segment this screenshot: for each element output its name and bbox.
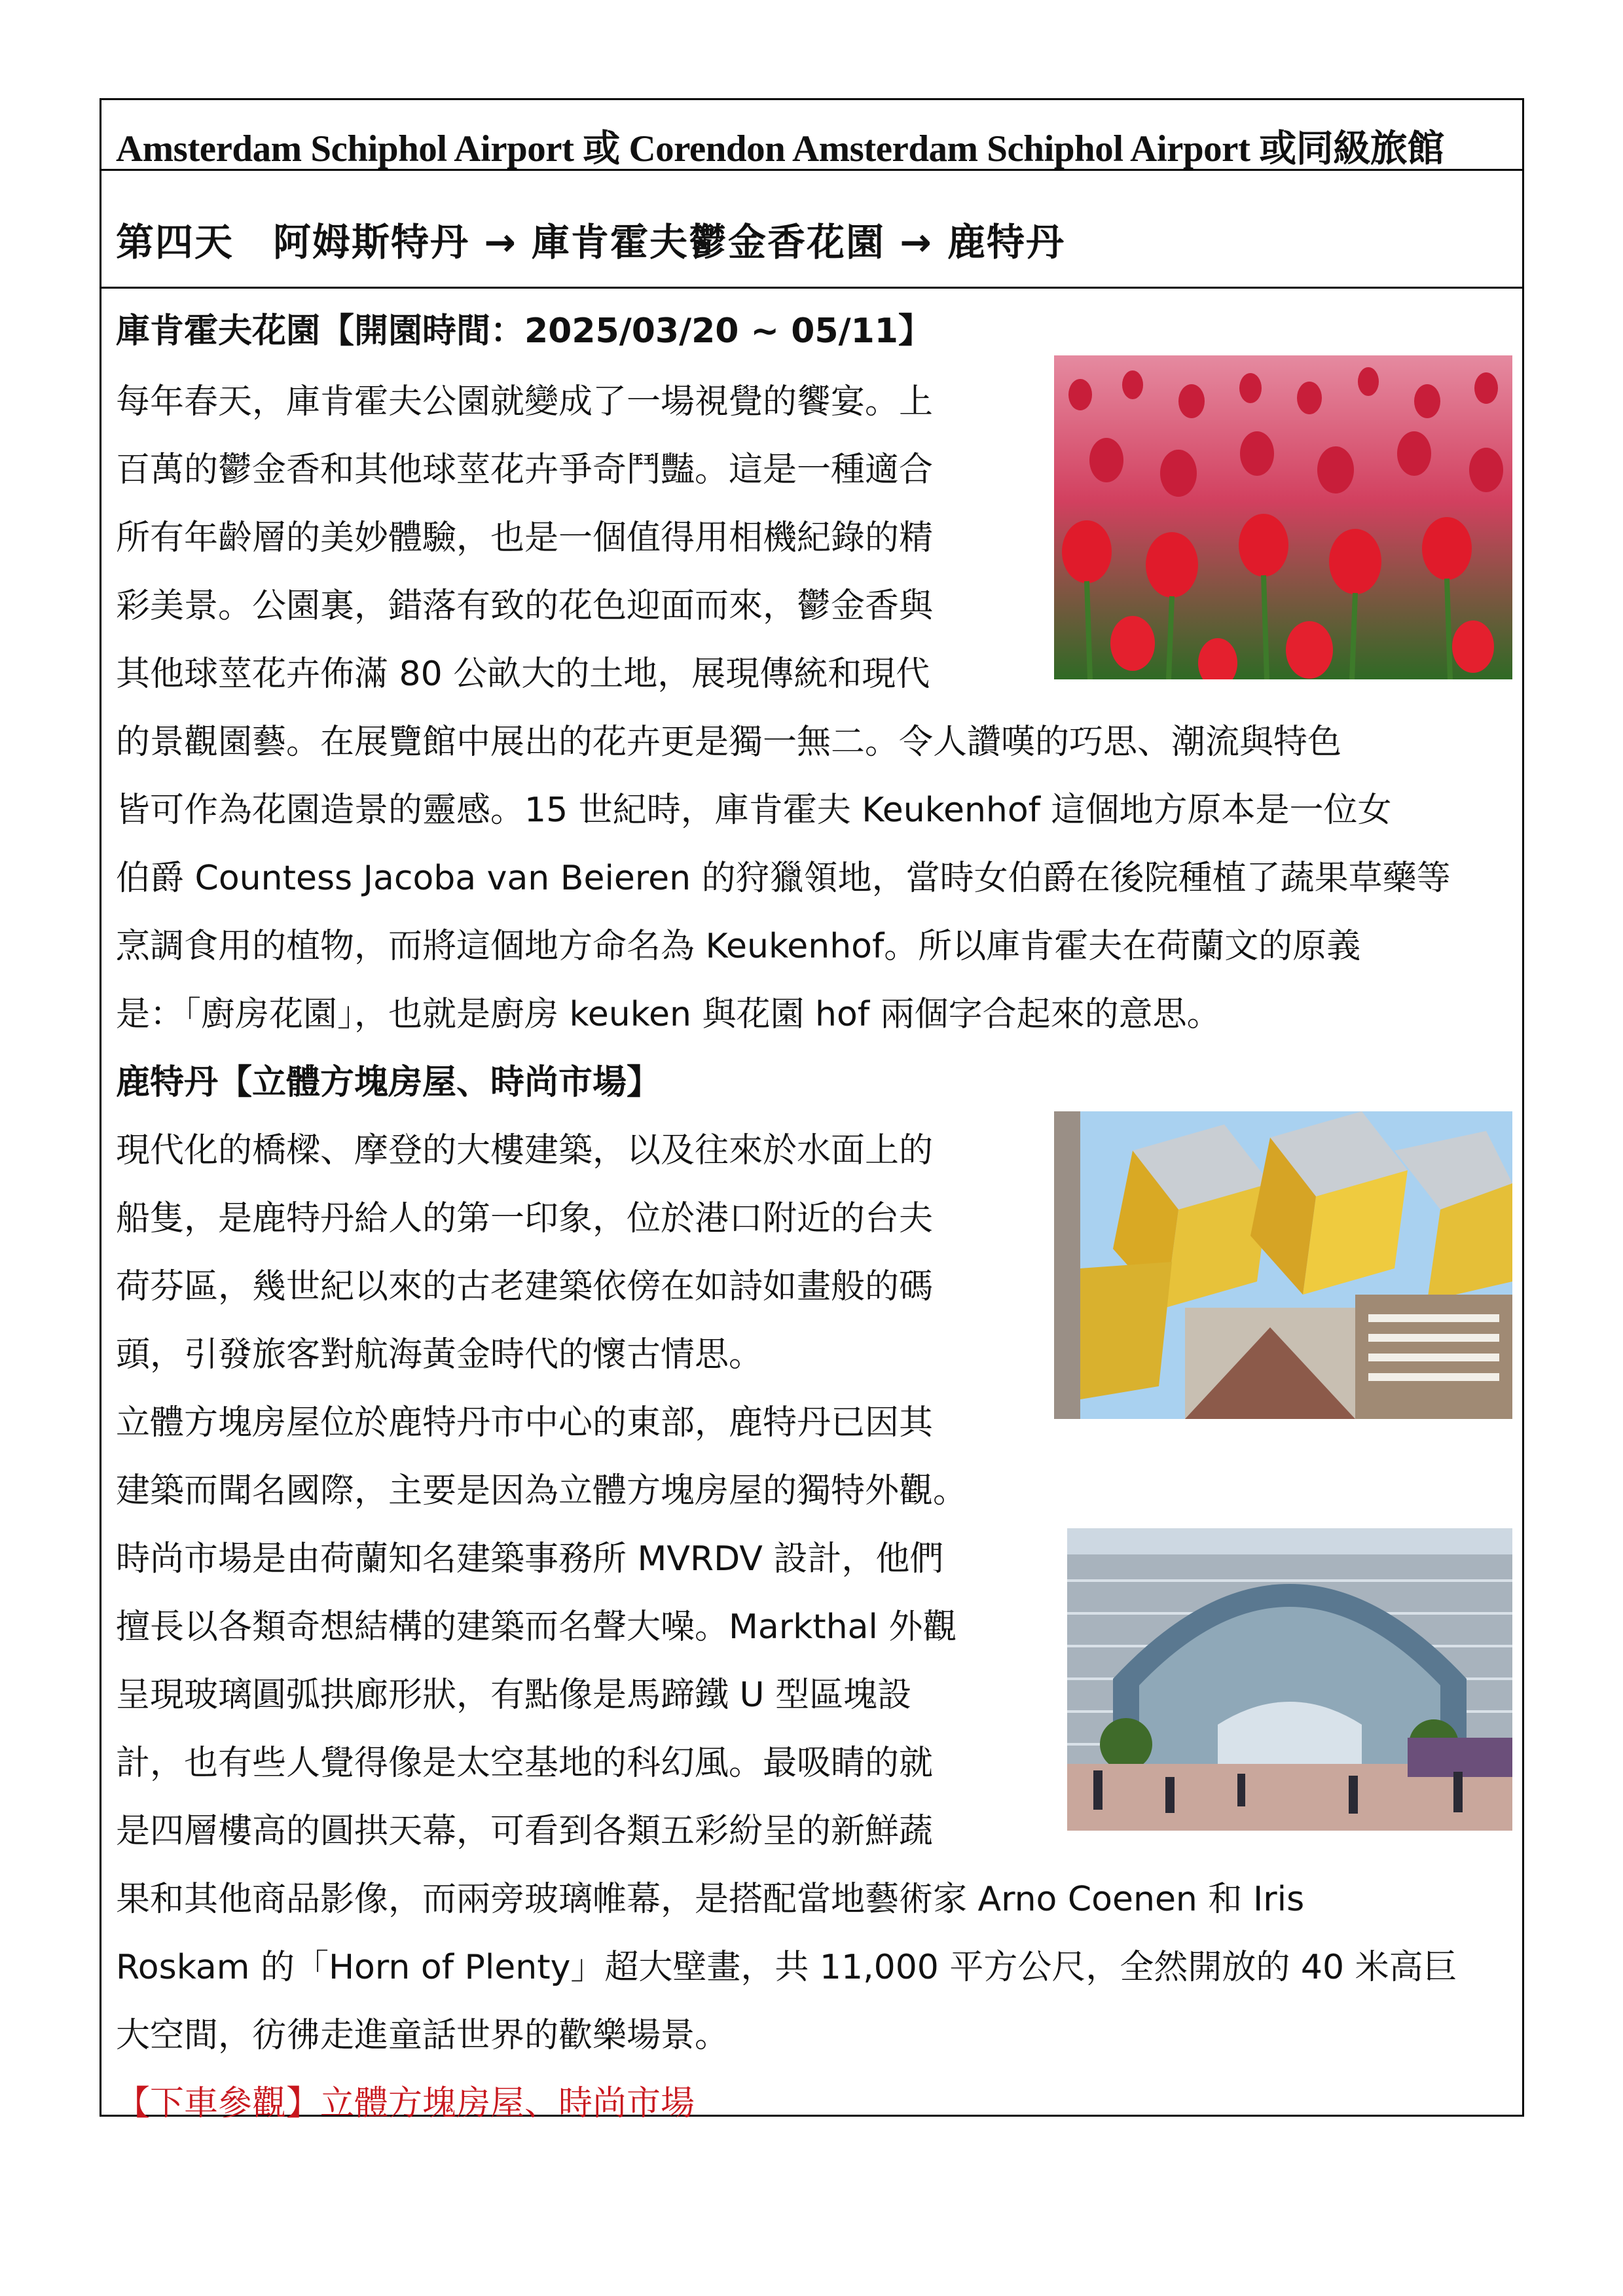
keukenhof-line: 皆可作為花園造景的靈感。15 世紀時，庫肯霍夫 Keukenhof 這個地方原本是一位女 <box>116 791 1392 830</box>
day-title: 第四天 阿姆斯特丹 → 庫肯霍夫鬱金香花園 → 鹿特丹 <box>116 220 1065 264</box>
rotterdam-line: 荷芬區，幾世紀以來的古老建築依傍在如詩如畫般的碼 <box>116 1267 934 1306</box>
rotterdam-line: 立體方塊房屋位於鹿特丹市中心的東部，鹿特丹已因其 <box>116 1403 934 1443</box>
cube-houses-photo <box>1054 1111 1512 1419</box>
keukenhof-line: 其他球莖花卉佈滿 80 公畝大的土地，展現傳統和現代 <box>116 655 930 694</box>
rotterdam-line: 時尚市場是由荷蘭知名建築事務所 MVRDV 設計，他們 <box>116 1539 944 1579</box>
rotterdam-line: 呈現玻璃圓弧拱廊形狀，有點像是馬蹄鐵 U 型區塊設 <box>116 1676 912 1715</box>
keukenhof-line: 是：「廚房花園」，也就是廚房 keuken 與花園 hof 兩個字合起來的意思。 <box>116 995 1221 1034</box>
rotterdam-line: 現代化的橋樑、摩登的大樓建築，以及往來於水面上的 <box>116 1131 934 1170</box>
rotterdam-line: 是四層樓高的圓拱天幕，可看到各類五彩紛呈的新鮮蔬 <box>116 1812 934 1851</box>
divider <box>101 169 1522 171</box>
rotterdam-title: 鹿特丹【立體方塊房屋、時尚市場】 <box>116 1063 661 1102</box>
rotterdam-line: 頭，引發旅客對航海黃金時代的懷古情思。 <box>116 1335 763 1374</box>
hotel-line: Amsterdam Schiphol Airport 或 Corendon Amsterdam Schiphol Airport 或同級旅館 <box>116 128 1444 170</box>
rotterdam-line: 擅長以各類奇想結構的建築而名聲大噪。Markthal 外觀 <box>116 1607 957 1647</box>
keukenhof-line: 百萬的鬱金香和其他球莖花卉爭奇鬥豔。這是一種適合 <box>116 450 934 490</box>
markthal-photo <box>1067 1528 1512 1831</box>
visit-note: 【下車參觀】立體方塊房屋、時尚市場 <box>116 2084 695 2123</box>
rotterdam-line: Roskam 的「Horn of Plenty」超大壁畫，共 11,000 平方公尺，全然開放的 40 米高巨 <box>116 1948 1457 1987</box>
rotterdam-line: 計，也有些人覺得像是太空基地的科幻風。最吸睛的就 <box>116 1744 934 1783</box>
divider <box>101 287 1522 289</box>
keukenhof-line: 彩美景。公園裏，錯落有致的花色迎面而來，鬱金香與 <box>116 586 934 626</box>
keukenhof-line: 伯爵 Countess Jacoba van Beieren 的狩獵領地，當時女伯爵在後院種植了蔬果草藥等 <box>116 859 1451 898</box>
rotterdam-line: 果和其他商品影像，而兩旁玻璃帷幕，是搭配當地藝術家 Arno Coenen 和 Iris <box>116 1880 1305 1919</box>
itinerary-frame <box>100 98 1524 2123</box>
rotterdam-line: 船隻，是鹿特丹給人的第一印象，位於港口附近的台夫 <box>116 1199 934 1238</box>
keukenhof-line: 的景觀園藝。在展覽館中展出的花卉更是獨一無二。令人讚嘆的巧思、潮流與特色 <box>116 723 1342 762</box>
rotterdam-line: 建築而聞名國際，主要是因為立體方塊房屋的獨特外觀。 <box>116 1471 968 1511</box>
keukenhof-line: 所有年齡層的美妙體驗，也是一個值得用相機紀錄的精 <box>116 518 934 558</box>
rotterdam-line: 大空間，彷彿走進童話世界的歡樂場景。 <box>116 2016 729 2055</box>
tulip-field-photo <box>1054 355 1512 679</box>
keukenhof-line: 烹調食用的植物，而將這個地方命名為 Keukenhof。所以庫肯霍夫在荷蘭文的原義 <box>116 927 1361 966</box>
keukenhof-title: 庫肯霍夫花園【開園時間：2025/03/20 ~ 05/11】 <box>116 312 932 351</box>
keukenhof-line: 每年春天，庫肯霍夫公園就變成了一場視覺的饗宴。上 <box>116 382 934 422</box>
